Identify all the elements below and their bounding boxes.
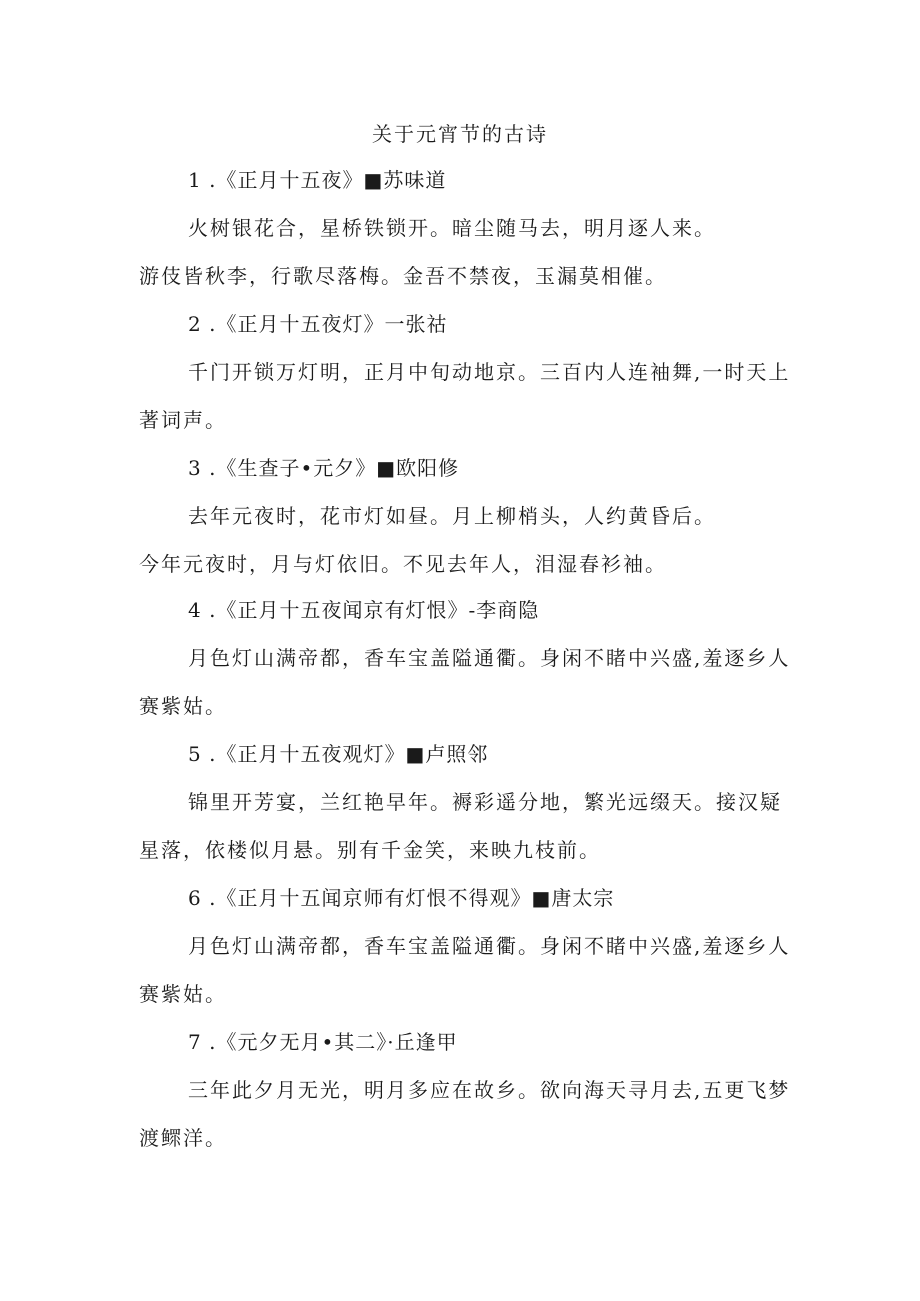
poem-line: 月色灯山满帝都，香车宝盖隘通衢。身闲不睹中兴盛,羞逐乡人 — [188, 646, 791, 670]
poem-heading: 6 .《正月十五闻京师有灯恨不得观》■唐太宗 — [188, 886, 615, 910]
poem-line: 月色灯山满帝都，香车宝盖隘通衢。身闲不睹中兴盛,羞逐乡人 — [188, 934, 791, 958]
poem-line: 游伎皆秋李，行歌尽落梅。金吾不禁夜，玉漏莫相催。 — [139, 264, 667, 288]
poem-line: 星落，依楼似月悬。别有千金笑，来映九枝前。 — [139, 838, 601, 862]
poem-line: 渡鳏洋。 — [139, 1126, 227, 1150]
poem-line: 赛紫姑。 — [139, 982, 227, 1006]
poem-line: 著词声。 — [139, 408, 227, 432]
poem-heading: 4 .《正月十五夜闻京有灯恨》-李商隐 — [188, 598, 540, 622]
poem-heading: 5 .《正月十五夜观灯》■卢照邻 — [188, 742, 489, 766]
poem-heading: 2 .《正月十五夜灯》一张祜 — [188, 312, 448, 336]
poem-heading: 7 .《元夕无月•其二》·丘逢甲 — [188, 1030, 458, 1054]
poem-line: 今年元夜时，月与灯依旧。不见去年人，泪湿春衫袖。 — [139, 552, 667, 576]
document-title: 关于元宵节的古诗 — [372, 122, 548, 146]
poem-line: 三年此夕月无光，明月多应在故乡。欲向海天寻月去,五更飞梦 — [188, 1078, 791, 1102]
poem-line: 赛紫姑。 — [139, 694, 227, 718]
poem-line: 千门开锁万灯明，正月中旬动地京。三百内人连袖舞,一时天上 — [188, 360, 791, 384]
poem-line: 火树银花合，星桥铁锁开。暗尘随马去，明月逐人来。 — [188, 216, 716, 240]
poem-line: 去年元夜时，花市灯如昼。月上柳梢头，人约黄昏后。 — [188, 504, 716, 528]
poem-heading: 1 .《正月十五夜》■苏味道 — [188, 168, 447, 192]
poem-line: 锦里开芳宴，兰红艳早年。褥彩遥分地，繁光远缀天。接汉疑 — [188, 790, 782, 814]
poem-heading: 3 .《生查子•元夕》■欧阳修 — [188, 456, 460, 480]
